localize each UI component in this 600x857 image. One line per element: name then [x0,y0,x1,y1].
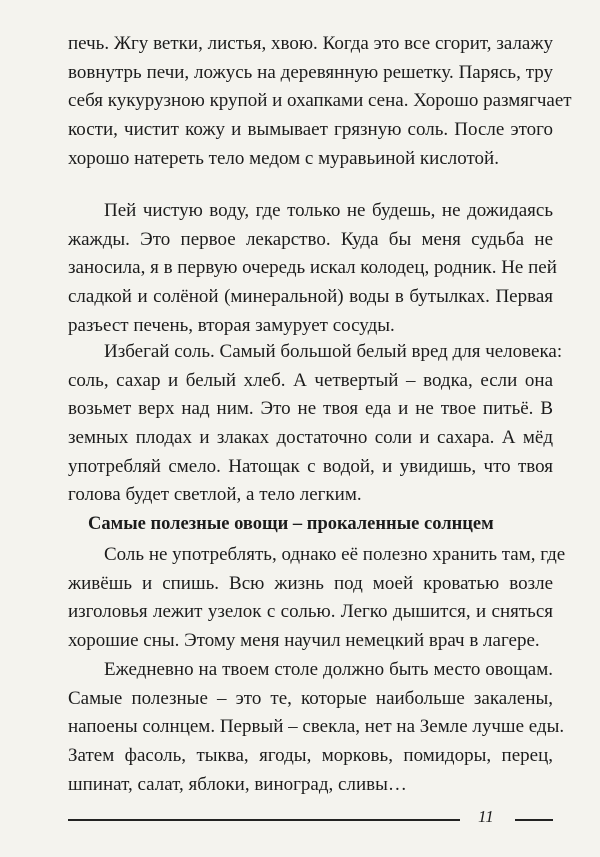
page-number: 11 [478,807,494,826]
text-line: Избегай соль. Самый большой белый вред для человека: [104,341,563,362]
text-line: печь. Жгу ветки, листья, хвою. Когда это все сгорит, залажу [68,33,553,54]
text-line: употребляй смело. Натощак с водой, и увидишь, что твоя [68,455,553,477]
paragraph-4 [68,541,566,656]
text-line: хорошо натереть тело медом с муравьиной кислотой. [68,147,499,169]
text-line: себя кукурузною крупой и охапками сена. Хорошо размягчает [68,90,572,112]
text-line: соль, сахар и белый хлеб. А четвертый – водка, если она [68,369,553,391]
text-line: голова будет светлой, а тело легким. [68,484,362,506]
text-line: земных плодах и злаках достаточно соли и сахара. А мёд [68,427,553,449]
paragraph-5 [68,656,565,799]
text-line: вовнутрь печи, ложусь на деревянную решетку. Парясь, тру [68,61,553,83]
text-line: заносила, я в первую очередь искал колодец, родник. Не пей [68,257,557,279]
paragraph-3 [68,338,563,510]
footer-rule-left [68,819,460,821]
text-line: Пей чистую воду, где только не будешь, не дожидаясь [104,200,553,221]
text-line: изголовья лежит узелок с солью. Легко дышится, и сняться [68,601,553,623]
text-line: шпинат, салат, яблоки, виноград, сливы… [68,773,407,795]
text-line: возьмет верх над ним. Это не твоя еда и не твое питьё. В [68,398,553,420]
text-line: Соль не употреблять, однако её полезно хранить там, где [104,544,566,565]
text-line: сладкой и солёной (минеральной) воды в бутылках. Первая [68,286,553,308]
text-line: хорошие сны. Этому меня научил немецкий врач в лагере. [68,630,540,652]
text-line: разъест печень, вторая замурует сосуды. [68,314,395,336]
text-line: живёшь и спишь. Всю жизнь под моей кроватью возле [68,572,553,594]
section-heading: Самые полезные овощи – прокаленные солнцем [88,514,494,534]
text-line: Затем фасоль, тыква, ягоды, морковь, помидоры, перец, [68,745,553,767]
text-line: Самые полезные – это те, которые наибольше закалены, [68,687,553,709]
paragraph-2 [68,197,557,340]
text-line: жажды. Это первое лекарство. Куда бы меня судьба не [68,228,553,250]
footer-rule-right [515,819,553,821]
text-line: Ежедневно на твоем столе должно быть место овощам. [104,659,553,680]
paragraph-1 [68,30,572,173]
text-line: напоены солнцем. Первый – свекла, нет на Земле лучше еды. [68,716,565,738]
text-line: кости, чистит кожу и вымывает грязную соль. После этого [68,119,553,141]
